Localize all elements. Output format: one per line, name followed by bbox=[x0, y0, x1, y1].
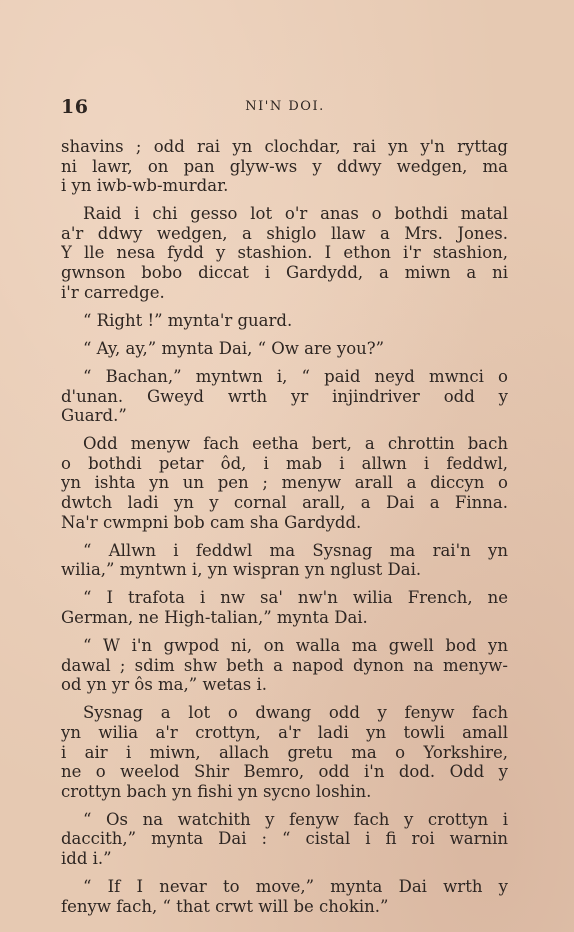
paragraph bbox=[61, 204, 508, 302]
text-line: “ Right !” mynta'r guard. bbox=[83, 310, 293, 330]
text-line: yn wilia a'r crottyn, a'r ladi yn towli amall bbox=[61, 722, 508, 742]
running-head: NI'N DOI. bbox=[245, 99, 325, 114]
paragraph bbox=[61, 810, 508, 869]
text-line: Guard.” bbox=[61, 406, 127, 426]
text-line: daccith,” mynta Dai : “ cistal i fi roi warnin bbox=[61, 829, 508, 849]
paragraph bbox=[61, 588, 508, 627]
paragraph bbox=[61, 636, 508, 695]
text-line: “ Bachan,” myntwn i, “ paid neyd mwnci o bbox=[83, 366, 508, 386]
text-line: ni lawr, on pan glyw-ws y ddwy wedgen, ma bbox=[61, 156, 508, 176]
text-line: i air i miwn, allach gretu ma o Yorkshire, bbox=[61, 742, 508, 762]
text-line: yn ishta yn un pen ; menyw arall a diccyn o bbox=[61, 473, 508, 493]
paragraph bbox=[61, 877, 508, 916]
text-line: i yn iwb-wb-murdar. bbox=[61, 176, 229, 196]
text-line: “ If I nevar to move,” mynta Dai wrth y bbox=[83, 877, 508, 897]
text-line: “ Os na watchith y fenyw fach y crottyn i bbox=[83, 809, 508, 829]
text-line: o bothdi petar ôd, i mab i allwn i feddwl, bbox=[61, 453, 508, 473]
text-line: Raid i chi gesso lot o'r anas o bothdi matal bbox=[83, 204, 508, 224]
text-line: i'r carredge. bbox=[61, 282, 165, 302]
text-line: gwnson bobo diccat i Gardydd, a miwn a ni bbox=[61, 263, 508, 283]
text-line: dwtch ladi yn y cornal arall, a Dai a Finna. bbox=[61, 493, 508, 512]
text-line: Na'r cwmpni bob cam sha Gardydd. bbox=[61, 512, 362, 532]
text-line: “ Ay, ay,” mynta Dai, “ Ow are you?” bbox=[83, 338, 385, 358]
text-line: fenyw fach, “ that crwt will be chokin.” bbox=[61, 896, 389, 916]
text-line: a'r ddwy wedgen, a shiglo llaw a Mrs. Jones. bbox=[61, 223, 508, 243]
text-line: Y lle nesa fydd y stashion. I ethon i'r stashion, bbox=[61, 243, 508, 263]
text-line: shavins ; odd rai yn clochdar, rai yn y'n ryttag bbox=[61, 137, 508, 156]
text-line: “ Allwn i feddwl ma Sysnag ma rai'n yn bbox=[83, 540, 508, 560]
text-line: od yn yr ôs ma,” wetas i. bbox=[61, 675, 268, 695]
text-line: wilia,” myntwn i, yn wispran yn nglust Dai. bbox=[61, 560, 422, 580]
page-number: 16 bbox=[61, 96, 89, 118]
paragraph bbox=[61, 311, 508, 331]
text-line: German, ne High-talian,” mynta Dai. bbox=[61, 607, 368, 627]
text-line: idd i.” bbox=[61, 849, 112, 868]
text-line: “ I trafota i nw sa' nw'n wilia French, ne bbox=[83, 588, 508, 608]
text-line: crottyn bach yn fishi yn sycno loshin. bbox=[61, 781, 372, 801]
text-line: dawal ; sdim shw beth a napod dynon na menyw- bbox=[61, 655, 508, 675]
paragraph bbox=[61, 434, 508, 532]
paragraph bbox=[61, 367, 508, 426]
text-line: Odd menyw fach eetha bert, a chrottin bach bbox=[83, 434, 508, 454]
paragraph bbox=[61, 703, 508, 801]
text-line: “ W i'n gwpod ni, on walla ma gwell bod yn bbox=[83, 636, 508, 656]
text-line: ne o weelod Shir Bemro, odd i'n dod. Odd y bbox=[61, 762, 508, 782]
paragraph bbox=[61, 339, 508, 359]
paragraph bbox=[61, 137, 508, 196]
page-header bbox=[61, 96, 509, 122]
body-text bbox=[61, 137, 508, 925]
text-line: Sysnag a lot o dwang odd y fenyw fach bbox=[83, 703, 508, 723]
paragraph bbox=[61, 541, 508, 580]
text-line: d'unan. Gweyd wrth yr injindriver odd y bbox=[61, 386, 508, 406]
